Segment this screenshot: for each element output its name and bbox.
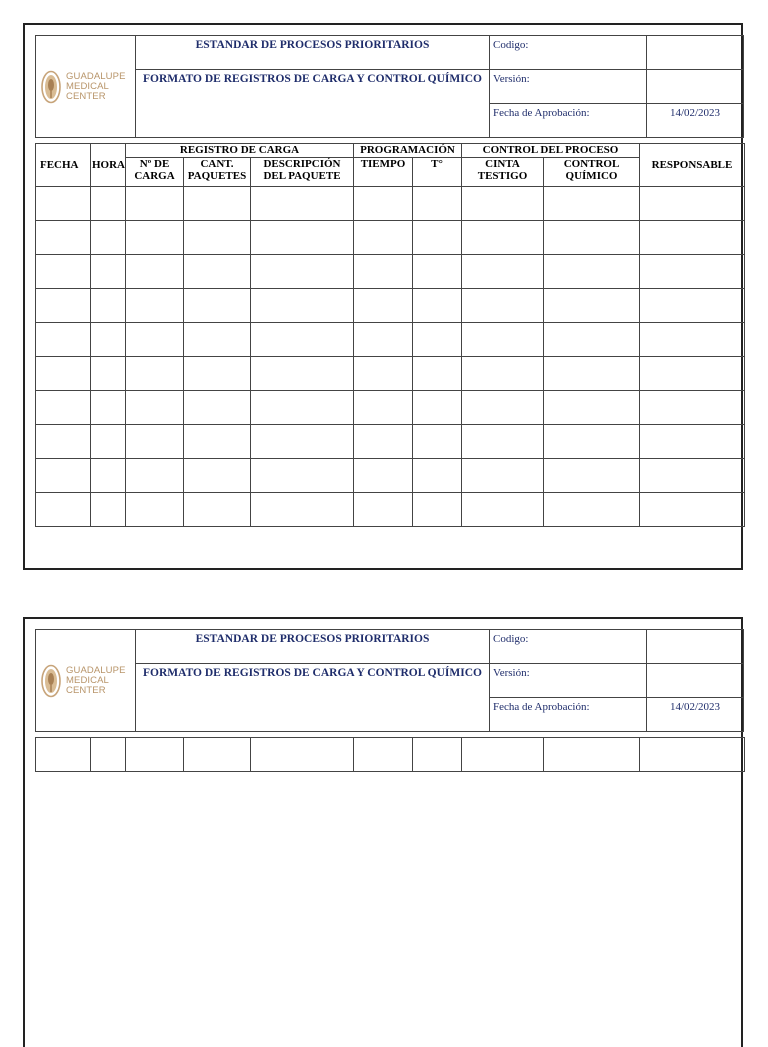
standard-title: ESTANDAR DE PROCESOS PRIORITARIOS bbox=[136, 630, 490, 664]
table-cell[interactable] bbox=[91, 289, 126, 323]
table-cell[interactable] bbox=[184, 323, 251, 357]
table-cell[interactable] bbox=[544, 255, 640, 289]
table-cell[interactable] bbox=[36, 425, 91, 459]
logo-line-1: GUADALUPE bbox=[66, 664, 126, 676]
table-cell[interactable] bbox=[354, 738, 413, 772]
table-cell[interactable] bbox=[91, 425, 126, 459]
table-cell[interactable] bbox=[184, 357, 251, 391]
table-cell[interactable] bbox=[544, 425, 640, 459]
col-n-carga: Nº DE CARGA bbox=[126, 158, 184, 187]
table-row bbox=[36, 323, 745, 357]
group-registro-carga: REGISTRO DE CARGA bbox=[126, 144, 354, 158]
codigo-label: Codigo: bbox=[490, 630, 647, 664]
logo bbox=[36, 664, 135, 698]
format-title: FORMATO DE REGISTROS DE CARGA Y CONTROL QUÍMICO bbox=[136, 664, 490, 732]
table-cell[interactable] bbox=[640, 187, 745, 221]
table-cell[interactable] bbox=[126, 493, 184, 527]
table-cell[interactable] bbox=[36, 459, 91, 493]
table-cell[interactable] bbox=[544, 357, 640, 391]
table-cell[interactable] bbox=[462, 187, 544, 221]
table-cell[interactable] bbox=[413, 187, 462, 221]
table-cell[interactable] bbox=[126, 323, 184, 357]
col-cant-paquetes: CANT. PAQUETES bbox=[184, 158, 251, 187]
table-cell[interactable] bbox=[251, 391, 354, 425]
table-cell[interactable] bbox=[126, 187, 184, 221]
format-title: FORMATO DE REGISTROS DE CARGA Y CONTROL QUÍMICO bbox=[136, 70, 490, 138]
standard-title: ESTANDAR DE PROCESOS PRIORITARIOS bbox=[136, 36, 490, 70]
table-cell[interactable] bbox=[544, 459, 640, 493]
col-temperatura: T° bbox=[413, 158, 462, 187]
table-cell[interactable] bbox=[251, 323, 354, 357]
table-cell[interactable] bbox=[354, 289, 413, 323]
version-label: Versión: bbox=[490, 70, 647, 104]
table-cell[interactable] bbox=[354, 357, 413, 391]
table-cell[interactable] bbox=[640, 289, 745, 323]
table-cell[interactable] bbox=[354, 493, 413, 527]
table-cell[interactable] bbox=[354, 323, 413, 357]
logo bbox=[36, 70, 135, 104]
version-value[interactable] bbox=[647, 664, 744, 698]
table-cell[interactable] bbox=[184, 255, 251, 289]
table-cell[interactable] bbox=[640, 738, 745, 772]
col-cinta-testigo: CINTA TESTIGO bbox=[462, 158, 544, 187]
table-cell[interactable] bbox=[462, 493, 544, 527]
table-cell[interactable] bbox=[251, 425, 354, 459]
codigo-value[interactable] bbox=[647, 630, 744, 664]
codigo-label: Codigo: bbox=[490, 36, 647, 70]
table-cell[interactable] bbox=[251, 493, 354, 527]
registro-table-continued bbox=[35, 737, 745, 772]
logo-line-1: GUADALUPE bbox=[66, 70, 126, 82]
table-cell[interactable] bbox=[640, 425, 745, 459]
table-cell[interactable] bbox=[126, 425, 184, 459]
table-cell[interactable] bbox=[462, 459, 544, 493]
table-row bbox=[36, 255, 745, 289]
table-cell[interactable] bbox=[184, 493, 251, 527]
table-cell[interactable] bbox=[184, 425, 251, 459]
table-row bbox=[36, 493, 745, 527]
table-cell[interactable] bbox=[126, 357, 184, 391]
fecha-aprobacion-label: Fecha de Aprobación: bbox=[490, 104, 647, 138]
form-page-2 bbox=[23, 617, 743, 1047]
table-cell[interactable] bbox=[354, 255, 413, 289]
table-cell[interactable] bbox=[126, 459, 184, 493]
table-cell[interactable] bbox=[354, 221, 413, 255]
table-cell[interactable] bbox=[91, 221, 126, 255]
table-cell[interactable] bbox=[544, 221, 640, 255]
table-cell[interactable] bbox=[126, 255, 184, 289]
table-cell[interactable] bbox=[91, 493, 126, 527]
table-cell[interactable] bbox=[91, 255, 126, 289]
table-cell[interactable] bbox=[36, 255, 91, 289]
table-cell[interactable] bbox=[91, 323, 126, 357]
table-cell[interactable] bbox=[462, 391, 544, 425]
table-cell[interactable] bbox=[544, 323, 640, 357]
table-cell[interactable] bbox=[251, 738, 354, 772]
col-fecha: FECHA bbox=[36, 144, 91, 187]
table-cell[interactable] bbox=[462, 289, 544, 323]
table-cell[interactable] bbox=[640, 493, 745, 527]
table-cell[interactable] bbox=[184, 221, 251, 255]
table-cell[interactable] bbox=[413, 357, 462, 391]
table-cell[interactable] bbox=[544, 187, 640, 221]
logo-cell bbox=[36, 36, 136, 138]
table-cell[interactable] bbox=[184, 459, 251, 493]
table-cell[interactable] bbox=[462, 221, 544, 255]
table-cell[interactable] bbox=[36, 221, 91, 255]
table-cell[interactable] bbox=[36, 391, 91, 425]
table-cell[interactable] bbox=[640, 357, 745, 391]
registro-table bbox=[35, 143, 745, 527]
table-cell[interactable] bbox=[91, 357, 126, 391]
table-cell[interactable] bbox=[413, 255, 462, 289]
codigo-value[interactable] bbox=[647, 36, 744, 70]
table-cell[interactable] bbox=[36, 738, 91, 772]
table-cell[interactable] bbox=[91, 738, 126, 772]
logo-line-2: MEDICAL CENTER bbox=[66, 674, 109, 696]
table-cell[interactable] bbox=[91, 391, 126, 425]
table-cell[interactable] bbox=[413, 391, 462, 425]
table-cell[interactable] bbox=[413, 493, 462, 527]
group-programacion: PROGRAMACIÓN bbox=[354, 144, 462, 158]
form-page-1 bbox=[23, 23, 743, 570]
table-cell[interactable] bbox=[251, 221, 354, 255]
col-descripcion: DESCRIPCIÓN DEL PAQUETE bbox=[251, 158, 354, 187]
col-responsable: RESPONSABLE bbox=[640, 144, 745, 187]
fecha-aprobacion-label: Fecha de Aprobación: bbox=[490, 698, 647, 732]
table-cell[interactable] bbox=[462, 425, 544, 459]
table-cell[interactable] bbox=[413, 738, 462, 772]
table-cell[interactable] bbox=[251, 459, 354, 493]
table-cell[interactable] bbox=[184, 391, 251, 425]
table-cell[interactable] bbox=[354, 459, 413, 493]
table-row bbox=[36, 357, 745, 391]
table-cell[interactable] bbox=[462, 255, 544, 289]
table-cell[interactable] bbox=[462, 323, 544, 357]
table-cell[interactable] bbox=[251, 357, 354, 391]
table-row bbox=[36, 459, 745, 493]
fecha-aprobacion-value: 14/02/2023 bbox=[647, 104, 744, 138]
table-cell[interactable] bbox=[640, 391, 745, 425]
table-cell[interactable] bbox=[36, 187, 91, 221]
table-row bbox=[36, 391, 745, 425]
table-cell[interactable] bbox=[462, 357, 544, 391]
table-row bbox=[36, 187, 745, 221]
table-row bbox=[36, 289, 745, 323]
table-cell[interactable] bbox=[36, 357, 91, 391]
table-cell[interactable] bbox=[184, 289, 251, 323]
fecha-aprobacion-value: 14/02/2023 bbox=[647, 698, 744, 732]
table-cell[interactable] bbox=[462, 738, 544, 772]
version-label: Versión: bbox=[490, 664, 647, 698]
table-row bbox=[36, 425, 745, 459]
table-cell[interactable] bbox=[251, 187, 354, 221]
table-cell[interactable] bbox=[640, 255, 745, 289]
table-cell[interactable] bbox=[640, 221, 745, 255]
version-value[interactable] bbox=[647, 70, 744, 104]
table-cell[interactable] bbox=[36, 493, 91, 527]
table-cell[interactable] bbox=[251, 255, 354, 289]
table-row bbox=[36, 221, 745, 255]
table-cell[interactable] bbox=[413, 221, 462, 255]
guadalupe-emblem-icon bbox=[41, 70, 61, 104]
group-control-proceso: CONTROL DEL PROCESO bbox=[462, 144, 640, 158]
table-row bbox=[36, 738, 745, 772]
table-cell[interactable] bbox=[126, 289, 184, 323]
table-cell[interactable] bbox=[91, 459, 126, 493]
header-table bbox=[35, 629, 744, 732]
table-cell[interactable] bbox=[544, 289, 640, 323]
table-cell[interactable] bbox=[544, 738, 640, 772]
header-table bbox=[35, 35, 744, 138]
table-cell[interactable] bbox=[126, 738, 184, 772]
table-cell[interactable] bbox=[544, 493, 640, 527]
table-cell[interactable] bbox=[126, 391, 184, 425]
table-cell[interactable] bbox=[91, 187, 126, 221]
table-cell[interactable] bbox=[36, 323, 91, 357]
col-tiempo: TIEMPO bbox=[354, 158, 413, 187]
table-cell[interactable] bbox=[184, 738, 251, 772]
col-hora: HORA bbox=[91, 144, 126, 187]
table-cell[interactable] bbox=[354, 425, 413, 459]
table-cell[interactable] bbox=[413, 289, 462, 323]
table-cell[interactable] bbox=[354, 391, 413, 425]
table-cell[interactable] bbox=[126, 221, 184, 255]
table-cell[interactable] bbox=[413, 459, 462, 493]
table-cell[interactable] bbox=[251, 289, 354, 323]
logo-line-2: MEDICAL CENTER bbox=[66, 80, 109, 102]
table-cell[interactable] bbox=[413, 323, 462, 357]
table-cell[interactable] bbox=[544, 391, 640, 425]
table-cell[interactable] bbox=[413, 425, 462, 459]
table-cell[interactable] bbox=[640, 459, 745, 493]
table-cell[interactable] bbox=[354, 187, 413, 221]
col-control-quimico: CONTROL QUÍMICO bbox=[544, 158, 640, 187]
table-cell[interactable] bbox=[640, 323, 745, 357]
logo-cell bbox=[36, 630, 136, 732]
table-cell[interactable] bbox=[184, 187, 251, 221]
guadalupe-emblem-icon bbox=[41, 664, 61, 698]
table-cell[interactable] bbox=[36, 289, 91, 323]
